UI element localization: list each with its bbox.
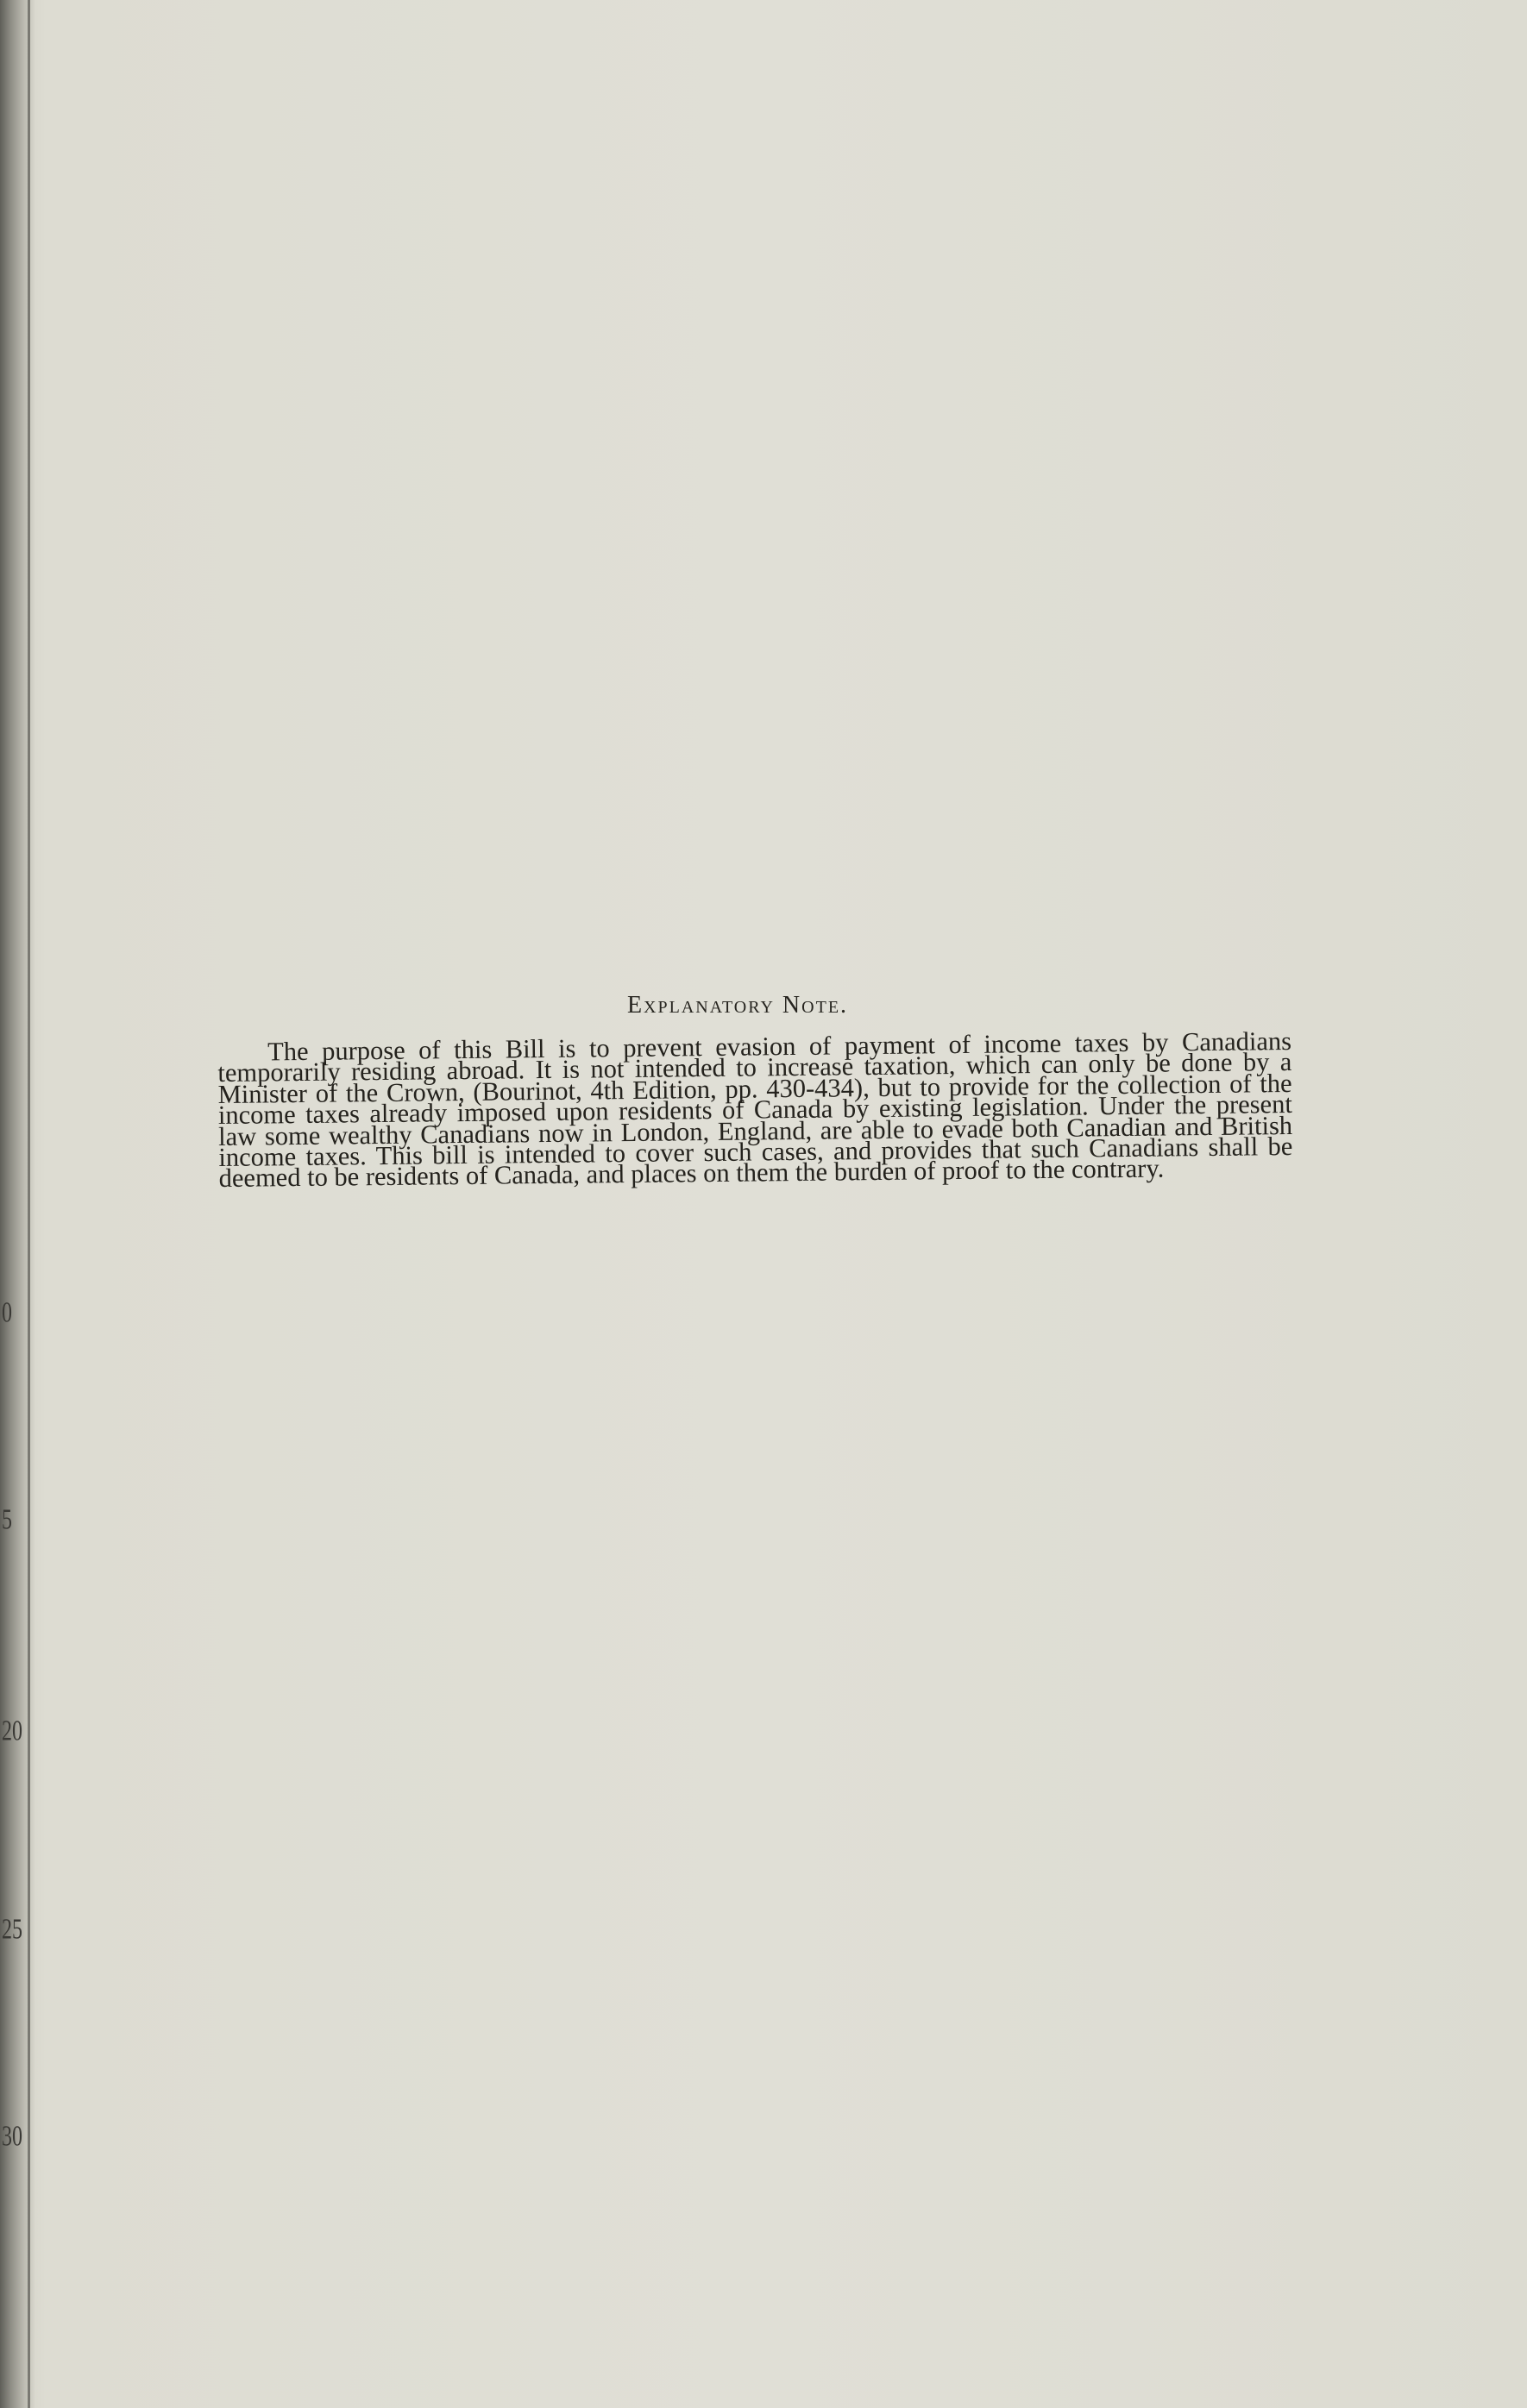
margin-line-number: 0	[2, 1297, 12, 1329]
margin-line-number: 25	[2, 1914, 22, 1946]
margin-line-number: 5	[2, 1504, 12, 1536]
margin-line-number: 20	[2, 1715, 22, 1747]
margin-line-number: 30	[2, 2121, 22, 2153]
explanatory-note-heading: Explanatory Note.	[626, 992, 849, 1019]
binding-line	[28, 0, 30, 2408]
explanatory-note-body: The purpose of this Bill is to prevent evasion of payment of income taxes by Canadians temporarily residing abroad. It is not intended to increase taxation, which can only be done by a Minister of the Crown, (Bourinot, 4th Edition, pp. 430-434), but to provide for the collection of the income taxes already imposed upon residents of Canada by existing legislation. Under the present law some wealthy Canadians now in London, England, are able to evade both Canadian and British income taxes. This bill is intended to cover such cases, and provides that such Canadians shall be deemed to be residents of Canada, and places on them the burden of proof to the contrary.	[217, 1025, 1293, 1194]
